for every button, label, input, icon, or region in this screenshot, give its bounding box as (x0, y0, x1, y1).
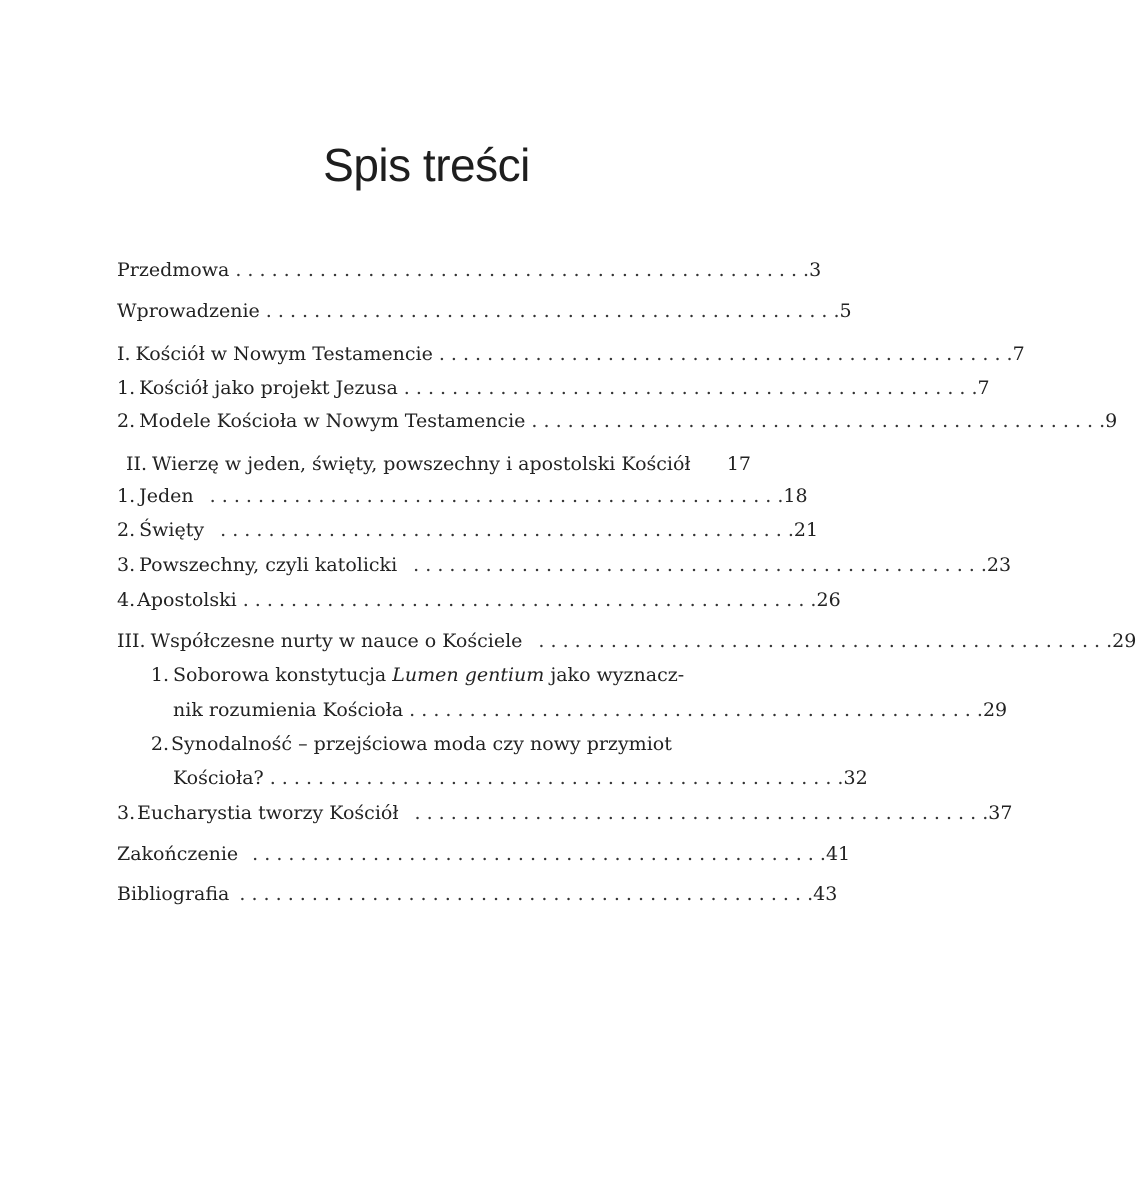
toc-entry-section-3-3[interactable] (117, 799, 1013, 827)
toc-entry-section-3-1-continued[interactable] (173, 696, 1008, 724)
toc-page-number: 17 (726, 453, 751, 475)
toc-page-number: 21 (793, 519, 819, 541)
toc-entry-chapter-3[interactable] (117, 627, 1136, 655)
toc-entry-title: Eucharystia tworzy Kościół (137, 802, 399, 824)
toc-page-number: 7 (977, 377, 990, 399)
toc-page-number: 3 (809, 259, 822, 281)
dot-leader: . . . . . . . . . . . . . . . . . . . . . . . . . . . . . . . . . . . . . . . . . . . . . . . . (220, 519, 794, 541)
dot-leader: . . . . . . . . . . . . . . . . . . . . . . . . . . . . . . . . . . . . . . . . . . . . . . . . (403, 377, 978, 399)
toc-page-number: 23 (986, 554, 1012, 576)
toc-entry-number: 1. (117, 377, 136, 399)
toc-entry-title: Synodalność – przejściowa moda czy nowy przymiot (171, 733, 672, 755)
toc-page-number: 43 (813, 883, 838, 905)
toc-page-number: 7 (1012, 343, 1025, 365)
toc-entry-number: I. (117, 343, 131, 365)
toc-entry-title (169, 661, 684, 689)
dot-leader: . . . . . . . . . . . . . . . . . . . . . . . . . . . . . . . . . . . . . . . . . . . . . . . . (414, 802, 989, 824)
toc-entry-section-3-2[interactable] (117, 730, 751, 758)
toc-entry-section-3-2-continued[interactable] (173, 764, 868, 792)
toc-entry-title: Wierzę w jeden, święty, powszechny i apostolski Kościół (152, 453, 691, 475)
toc-entry-section-1-1[interactable] (117, 374, 990, 402)
toc-entry-title: Współczesne nurty w nauce o Kościele (150, 630, 523, 652)
toc-entry-number: 3. (117, 554, 136, 576)
toc-page-number: 9 (1105, 410, 1118, 432)
toc-entry-title: Kościoła? (173, 767, 264, 789)
toc-entry-title: Apostolski (137, 589, 237, 611)
toc-entry-number: III. (117, 630, 146, 652)
toc-entry-number: 1. (150, 664, 169, 686)
page-title: Spis treści (323, 139, 530, 191)
toc-entry-zakonczenie[interactable] (117, 840, 851, 868)
toc-entry-title: Jeden (139, 485, 194, 507)
toc-entry-number: 3. (117, 802, 136, 824)
toc-entry-section-2-4[interactable] (117, 586, 841, 614)
toc-page-number: 29 (982, 699, 1008, 721)
toc-entry-title: Kościół jako projekt Jezusa (139, 377, 398, 399)
dot-leader: . . . . . . . . . . . . . . . . . . . . . . . . . . . . . . . . . . . . . . . . . . . . . . . . (413, 554, 987, 576)
toc-entry-number: 4. (117, 589, 136, 611)
toc-entry-number: 2. (117, 410, 136, 432)
toc-entry-number: 1. (117, 485, 136, 507)
toc-page-number: 5 (839, 300, 852, 322)
toc-entry-section-2-1[interactable] (117, 482, 808, 510)
dot-leader: . . . . . . . . . . . . . . . . . . . . . . . . . . . . . . . . . . . . . . . . . . . . . . . . (265, 300, 840, 322)
toc-entry-bibliografia[interactable] (117, 880, 838, 908)
toc-entry-number: 2. (117, 519, 136, 541)
toc-entry-przedmowa[interactable] (117, 256, 822, 284)
dot-leader: . . . . . . . . . . . . . . . . . . . . . . . . . . . . . . . . . . . . . . . . . . . . . . . . (538, 630, 1113, 652)
toc-entry-section-1-2[interactable] (117, 407, 1118, 435)
toc-entry-section-3-1[interactable] (117, 661, 751, 689)
toc-page-number: 41 (825, 843, 851, 865)
dot-leader: . . . . . . . . . . . . . . . . . . . . . . . . . . . . . . . . . . . . . . . . . . . . . . . . (252, 843, 826, 865)
toc-entry-title: Przedmowa (117, 259, 230, 281)
toc-entry-title-part: jako wyznacz- (544, 664, 685, 686)
toc-entry-title: Wprowadzenie (117, 300, 260, 322)
toc-entry-title: Kościół w Nowym Testamencie (135, 343, 433, 365)
toc-entry-section-2-2[interactable] (117, 516, 819, 544)
toc-entry-wprowadzenie[interactable] (117, 297, 852, 325)
toc-entry-title: Bibliografia (117, 883, 230, 905)
toc-entry-number: 2. (150, 733, 169, 755)
dot-leader: . . . . . . . . . . . . . . . . . . . . . . . . . . . . . . . . . . . . . . . . . . . . . . . . (409, 699, 983, 721)
toc-entry-title-part: Soborowa konstytucja (173, 664, 393, 686)
dot-leader: . . . . . . . . . . . . . . . . . . . . . . . . . . . . . . . . . . . . . . . . . . . . . . . . (239, 883, 814, 905)
dot-leader: . . . . . . . . . . . . . . . . . . . . . . . . . . . . . . . . . . . . . . . . . . . . . . . . (531, 410, 1106, 432)
dot-leader: . . . . . . . . . . . . . . . . . . . . . . . . . . . . . . . . . . . . . . . . . . . . . . . . (209, 485, 784, 507)
dot-leader: . . . . . . . . . . . . . . . . . . . . . . . . . . . . . . . . . . . . . . . . . . . . . . . . (242, 589, 817, 611)
toc-entry-number: II. (125, 453, 147, 475)
toc-entry-title-italic: Lumen gentium (392, 664, 545, 686)
toc-page-number: 26 (816, 589, 841, 611)
toc-entry-title: nik rozumienia Kościoła (173, 699, 404, 721)
dot-leader: . . . . . . . . . . . . . . . . . . . . . . . . . . . . . . . . . . . . . . . . . . . . . . . . (438, 343, 1013, 365)
toc-page-number: 29 (1112, 630, 1136, 652)
toc-page-number: 37 (988, 802, 1013, 824)
dot-leader: . . . . . . . . . . . . . . . . . . . . . . . . . . . . . . . . . . . . . . . . . . . . . . . . (235, 259, 810, 281)
toc-entry-title: Święty (139, 519, 205, 541)
toc-entry-section-2-3[interactable] (117, 551, 1012, 579)
toc-entry-title: Modele Kościoła w Nowym Testamencie (139, 410, 526, 432)
toc-entry-title: Zakończenie (117, 843, 239, 865)
toc-entry-title: Powszechny, czyli katolicki (139, 554, 398, 576)
dot-leader: . . . . . . . . . . . . . . . . . . . . . . . . . . . . . . . . . . . . . . . . . . . . . . . . (269, 767, 844, 789)
toc-entry-chapter-1[interactable] (117, 340, 1025, 368)
toc-page-number: 18 (783, 485, 808, 507)
toc-entry-chapter-2[interactable] (117, 450, 751, 478)
toc-page-number: 32 (843, 767, 868, 789)
